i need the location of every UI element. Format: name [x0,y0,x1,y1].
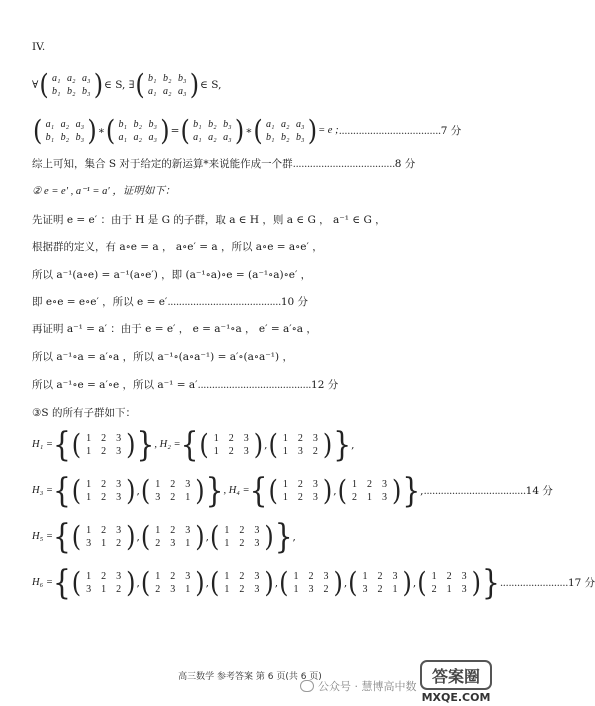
logo-subtext: MXQE.COM [421,691,491,704]
wechat-icon [300,680,314,692]
watermark: 公众号 · 慧博高中数 [300,678,417,694]
page-footer: 高三数学 参考答案 第 6 页(共 6 页) [178,672,322,682]
proof-line-4: 即 e∘e = e∘e′ ，所以 e = e′ ........................................ 10 分 [32,296,309,308]
subgroups-h1-h2: H₁ = { ( 1 2 3 1 2 3 ) } , H₂ = { ( 1 2 3 1 2 3 ) , ( 1 2 3 1 3 2 ) } , [32,424,355,465]
summary-line: 综上可知，集合 S 对于给定的新运算*来说能作成一个群 .................................... 8 分 [32,158,416,170]
part3-title: ③S 的所有子群如下： [32,407,136,419]
logo-text: 答案圈 [431,667,481,686]
subgroups-h3-h4: H₃ = { ( 1 2 3 1 2 3 ) , ( 1 2 3 3 2 1 ) } , H₄ = { ( 1 2 3 1 2 3 ) , ( 1 2 3 2 1 3 ) } , .................................... 14 分 [32,470,553,511]
matrix-b-a: ( b₁ b₂ b₃ a₁ a₂ a₃ ) [135,68,200,102]
line-product: ( a₁ a₂ a₃ b₁ b₂ b₃ ) ∗ ( b₁ b₂ b₃ a₁ a₂ a₃ ) = ( b₁ b₂ b₃ a₁ a₂ a₃ ) ∗ ( a₁ a₂ a₃ b₁ b₂ b₃ ) = e ; .................................... 7 分 [33,114,462,148]
proof-line-2: 根据群的定义，有 a∘e = a ， a∘e′ = a ，所以 a∘e = a∘e′ ， [32,241,323,253]
proof-line-1: 先证明 e = e′ ：由于 H 是 G 的子群，取 a ∈ H ，则 a ∈ G ， a⁻¹ ∈ G ， [32,214,386,226]
line-forall: ∀ ( a₁ a₂ a₃ b₁ b₂ b₃ ) ∈ S, ∃ ( b₁ b₂ b₃ a₁ a₂ a₃ ) ∈ S, [32,68,222,102]
proof-line-5: 再证明 a⁻¹ = a′ ：由于 e = e′ ， e = a⁻¹∘a ， e′ = a′∘a ， [32,323,317,335]
part2-title: ② e = e′ , a⁻¹ = a′ ，证明如下： [32,186,176,197]
subgroup-h6: H₆ = { ( 1 2 3 3 1 2 ) , ( 1 2 3 2 3 1 ) , ( 1 2 3 1 2 3 ) , ( 1 2 3 1 3 2 ) , ( 1 2 3 3 2 1 ) , ( 1 2 3 2 1 3 ) } ........................ 17 分 [32,562,595,603]
subgroup-h5: H₅ = { ( 1 2 3 3 1 2 ) , ( 1 2 3 2 3 1 ) , ( 1 2 3 1 2 3 ) } , [32,516,296,557]
proof-line-6: 所以 a⁻¹∘a = a′∘a ，所以 a⁻¹∘(a∘a⁻¹) = a′∘(a∘a⁻¹) ， [32,351,293,363]
proof-line-7: 所以 a⁻¹∘e = a′∘e ，所以 a⁻¹ = a′ ........................................ 12 分 [32,379,339,391]
matrix-a-b: ( a₁ a₂ a₃ b₁ b₂ b₃ ) [39,68,104,102]
site-logo [420,660,492,704]
proof-line-3: 所以 a⁻¹(a∘e) = a⁻¹(a∘e′) ，即 (a⁻¹∘a)∘e = (a⁻¹∘a)∘e′ ， [32,269,312,281]
heading-iv: IV. [32,41,46,53]
